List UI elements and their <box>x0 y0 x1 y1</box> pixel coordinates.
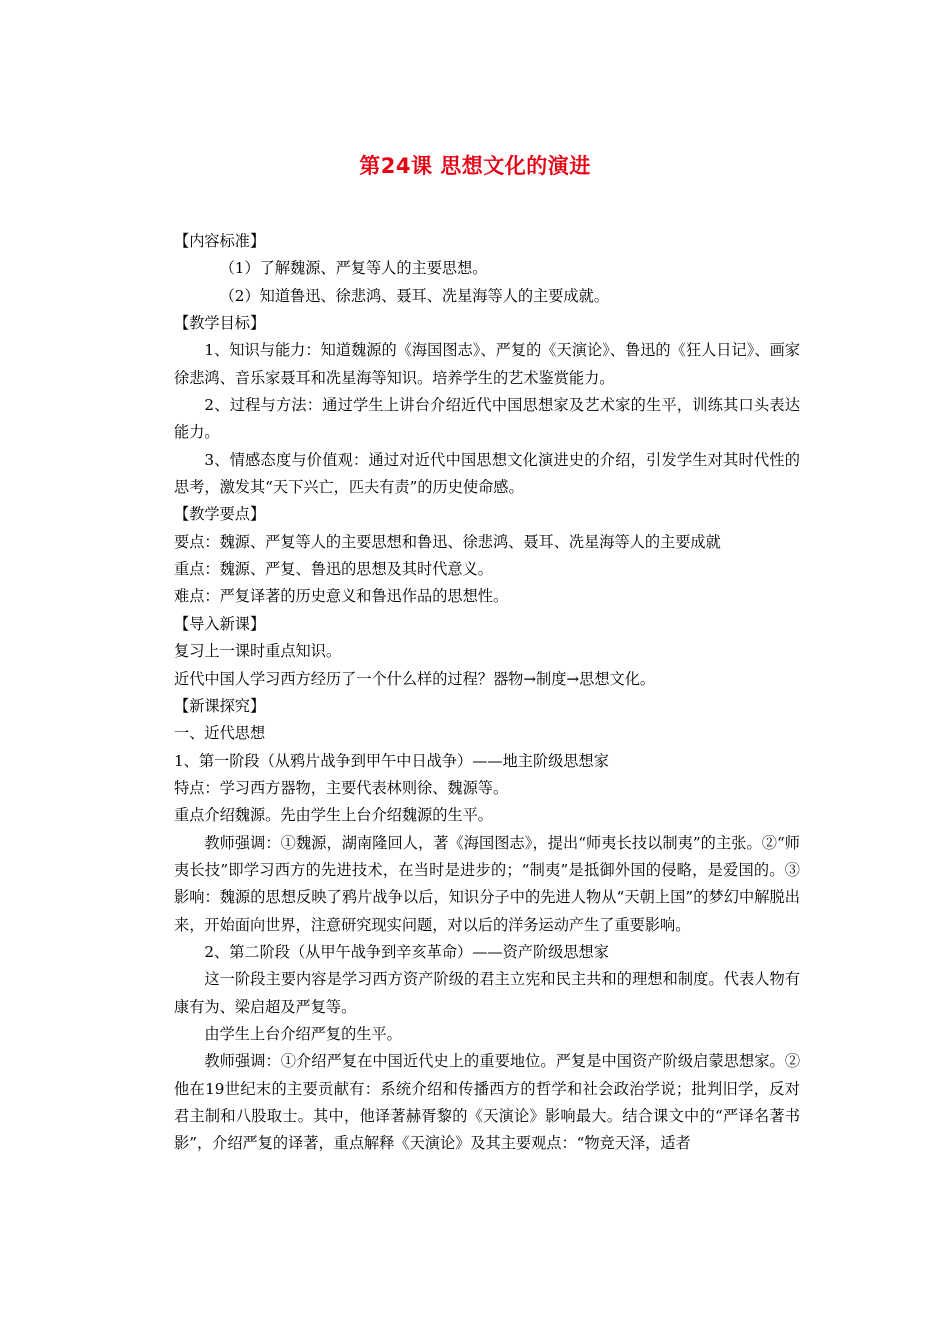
paragraph: （1）了解魏源、严复等人的主要思想。 <box>219 259 488 278</box>
paragraph: 一、近代思想 <box>174 724 266 743</box>
paragraph: 2、过程与方法：通过学生上讲台介绍近代中国思想家及艺术家的生平，训练其口头表达能力。 <box>174 396 800 442</box>
paragraph: 2、第二阶段（从甲午战争到辛亥革命）——资产阶级思想家 <box>204 942 609 961</box>
paragraph: 由学生上台介绍严复的生平。 <box>204 1024 402 1043</box>
paragraph: 复习上一课时重点知识。 <box>174 642 342 661</box>
paragraph: 【导入新课】 <box>174 614 266 633</box>
paragraph: 3、情感态度与价值观：通过对近代中国思想文化演进史的介绍，引发学生对其时代性的思考，激发其“天下兴亡，匹夫有责”的历史使命感。 <box>174 450 800 497</box>
document-body <box>174 228 800 1158</box>
paragraph: 教师强调：①魏源，湖南隆回人，著《海国图志》，提出“师夷长技以制夷”的主张。②“师夷长技”即学习西方的先进技术，在当时是进步的；“制夷”是抵御外国的侵略，是爱国的。③影响：魏源的思想反映了鸦片战争以后，知识分子中的先进人物从“天朝上国”的梦幻中解脱出来，开始面向世界，注意研究现实问题，对以后的洋务运动产生了重要影响。 <box>174 833 800 934</box>
paragraph: 重点：魏源、严复、鲁迅的思想及其时代意义。 <box>174 560 493 579</box>
paragraph: 重点介绍魏源。先由学生上台介绍魏源的生平。 <box>174 806 493 825</box>
paragraph: 特点：学习西方器物，主要代表林则徐、魏源等。 <box>174 778 509 797</box>
paragraph: 要点：魏源、严复等人的主要思想和鲁迅、徐悲鸿、聂耳、冼星海等人的主要成就 <box>174 532 721 551</box>
paragraph: 【教学目标】 <box>174 314 266 333</box>
paragraph: 【内容标准】 <box>174 232 266 250</box>
paragraph: 【新课探究】 <box>174 696 266 715</box>
paragraph: 1、第一阶段（从鸦片战争到甲午中日战争）——地主阶级思想家 <box>174 751 609 770</box>
paragraph: 【教学要点】 <box>174 505 266 524</box>
paragraph: 难点：严复译著的历史意义和鲁迅作品的思想性。 <box>174 587 509 606</box>
paragraph: 近代中国人学习西方经历了一个什么样的过程？器物→制度→思想文化。 <box>174 669 656 688</box>
paragraph: 教师强调：①介绍严复在中国近代史上的重要地位。严复是中国资产阶级启蒙思想家。②他在19世纪末的主要贡献有：系统介绍和传播西方的哲学和社会政治学说；批判旧学，反对君主制和八股取士。其中，他译著赫胥黎的《天演论》影响最大。结合课文中的“严译名著书影”，介绍严复的译著，重点解释《天演论》及其主要观点：“物竞天泽，适者 <box>174 1052 800 1153</box>
paragraph: 1、知识与能力：知道魏源的《海国图志》、严复的《天演论》、鲁迅的《狂人日记》、画家徐悲鸿、音乐家聂耳和冼星海等知识。培养学生的艺术鉴赏能力。 <box>174 341 800 387</box>
document-title: 第24课 思想文化的演进 <box>359 154 591 178</box>
paragraph: （2）知道鲁迅、徐悲鸿、聂耳、冼星海等人的主要成就。 <box>219 286 609 305</box>
paragraph: 这一阶段主要内容是学习西方资产阶级的君主立宪和民主共和的理想和制度。代表人物有康有为、梁启超及严复等。 <box>174 970 800 1016</box>
